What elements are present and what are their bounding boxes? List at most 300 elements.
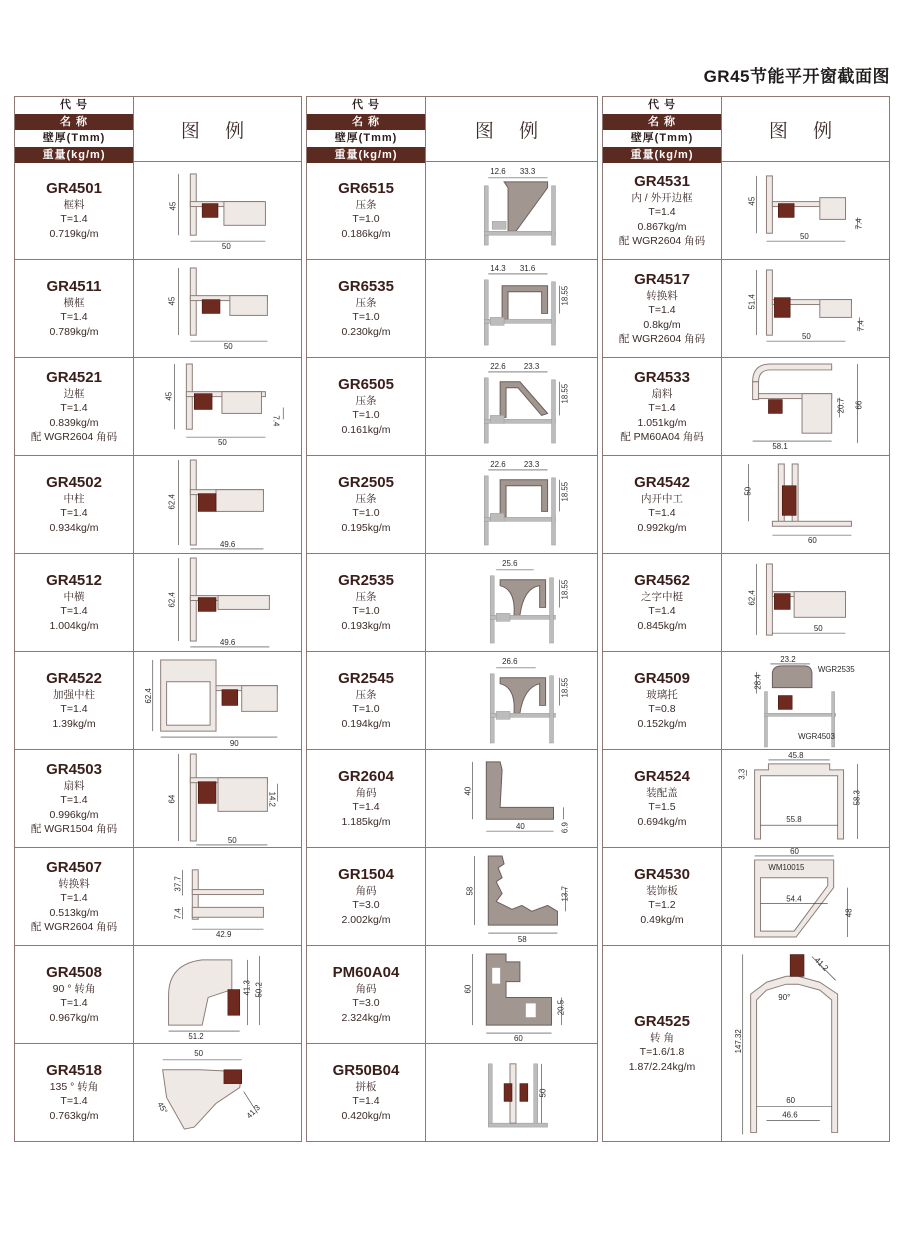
profile-name: 玻璃托: [646, 688, 678, 701]
profile-thickness: T=1.0: [352, 507, 380, 520]
profile-name: 90 ° 转角: [52, 982, 96, 995]
page-title: GR45节能平开窗截面图: [703, 67, 890, 86]
profile-drawing: [425, 1044, 597, 1141]
profile-drawing: [425, 260, 597, 357]
profile-code: GR4507: [46, 858, 102, 876]
profile-weight: 1.185kg/m: [341, 815, 391, 828]
catalog-column-3: [602, 96, 890, 1152]
profile-drawing: [721, 260, 889, 357]
profile-cell: [602, 456, 890, 554]
profile-thickness: T=1.0: [352, 213, 380, 226]
profile-info: [603, 750, 722, 847]
profile-thickness: T=1.4: [60, 402, 88, 414]
profile-weight: 0.789kg/m: [49, 325, 99, 338]
profile-thickness: T=1.4: [60, 997, 88, 1010]
profile-drawing: [425, 946, 597, 1043]
dimension-label: 18.55: [560, 285, 570, 306]
profile-code: GR6505: [338, 375, 394, 393]
profile-code: GR2505: [338, 473, 394, 491]
weight-label: 重量(kg/m): [15, 147, 133, 163]
profile-note: 配 PM60A04 角码: [620, 431, 704, 443]
wall-thickness-label: 壁厚(Tmm): [15, 130, 133, 146]
profile-cell: [14, 946, 302, 1044]
profile-name: 拼板: [355, 1080, 377, 1093]
profile-thickness: T=0.8: [648, 703, 676, 716]
profile-drawing: [721, 358, 889, 455]
dimension-label: 60: [807, 536, 817, 546]
dimension-label: 22.6: [490, 459, 506, 469]
profile-name: 角码: [355, 982, 377, 995]
profile-info: [15, 554, 134, 651]
profile-name: 角码: [355, 884, 377, 897]
profile-code: GR4531: [634, 172, 690, 190]
profile-weight: 0.996kg/m: [49, 808, 99, 821]
profile-thickness: T=1.4: [648, 206, 676, 218]
profile-note: 配 WGR2604 角码: [30, 431, 118, 443]
column-header: [602, 96, 890, 162]
name-label: 名 称: [603, 114, 721, 130]
profile-name: 压条: [355, 394, 377, 407]
dimension-label: 66: [854, 400, 864, 410]
dimension-label: 18.55: [560, 481, 570, 502]
profile-name: 扇料: [651, 387, 673, 400]
dimension-label: 23.2: [780, 654, 796, 664]
profile-weight: 0.420kg/m: [341, 1109, 391, 1122]
profile-drawing: [425, 554, 597, 651]
dimension-label: 50: [802, 332, 811, 342]
profile-name: 压条: [355, 492, 377, 505]
profile-name: 装配盖: [646, 786, 678, 799]
profile-info: [15, 162, 134, 259]
dimension-label: 60: [790, 848, 799, 857]
profile-info: [603, 162, 722, 259]
dimension-label: 49.6: [219, 637, 236, 647]
profile-thickness: T=1.4: [648, 605, 676, 618]
profile-thickness: T=1.4: [60, 213, 88, 226]
profile-info: [307, 750, 426, 847]
profile-drawing: [721, 162, 889, 259]
dimension-label: 3.3: [737, 768, 747, 780]
name-label: 名 称: [15, 114, 133, 130]
dimension-label: 50: [800, 232, 809, 242]
profile-cell: [306, 456, 598, 554]
dimension-label: 18.55: [560, 383, 570, 404]
profile-code: GR6515: [338, 179, 394, 197]
profile-cell: [14, 652, 302, 750]
profile-name: 内 / 外开边框: [631, 191, 693, 204]
profile-code: GR4562: [634, 571, 690, 589]
dimension-label: 62.4: [747, 590, 757, 606]
profile-weight: 0.193kg/m: [341, 619, 391, 632]
dimension-label: 45: [164, 391, 174, 401]
profile-thickness: T=1.4: [352, 1095, 380, 1108]
dimension-label: 45°: [155, 1100, 170, 1116]
profile-drawing: [721, 750, 889, 847]
profile-code: GR2545: [338, 669, 394, 687]
profile-name: 装饰板: [646, 884, 678, 897]
profile-code: GR4511: [46, 277, 102, 295]
dimension-label: 50: [227, 835, 237, 845]
profile-thickness: T=1.0: [352, 311, 380, 324]
profile-info: [15, 848, 134, 945]
profile-weight: 0.839kg/m: [49, 416, 99, 429]
profile-drawing: [133, 358, 301, 455]
dimension-label: 7.4: [271, 415, 281, 427]
profile-info: [307, 358, 426, 455]
profile-code: GR4508: [46, 963, 102, 981]
dimension-label: 51.2: [188, 1031, 204, 1041]
profile-note: 配 WGR2604 角码: [618, 235, 706, 247]
profile-weight: 0.867kg/m: [637, 220, 687, 233]
profile-weight: 2.002kg/m: [341, 913, 391, 926]
dimension-label: 23.3: [523, 459, 540, 469]
profile-thickness: T=1.4: [60, 507, 88, 520]
dimension-label: 26.6: [502, 656, 518, 666]
code-label: 代 号: [15, 97, 133, 113]
profile-cell: [14, 1044, 302, 1142]
profile-thickness: T=1.4: [352, 801, 380, 814]
dimension-label: 62.4: [167, 592, 177, 608]
profile-cell: [306, 750, 598, 848]
profile-code: GR4521: [46, 368, 102, 386]
profile-info: [15, 358, 134, 455]
profile-weight: 0.230kg/m: [341, 325, 391, 338]
dimension-label: 45.8: [788, 750, 804, 760]
column-header: [306, 96, 598, 162]
dimension-label: 22.6: [490, 361, 506, 371]
profile-cell: [14, 162, 302, 260]
dimension-label: 55.8: [786, 815, 802, 825]
dimension-label: 50: [217, 438, 227, 448]
profile-info: [603, 358, 722, 455]
dimension-label: 7.4: [173, 908, 183, 920]
profile-weight: 0.763kg/m: [49, 1109, 99, 1122]
profile-name: 压条: [355, 688, 377, 701]
profile-weight: 0.967kg/m: [49, 1011, 99, 1024]
dimension-label: 50: [813, 624, 823, 634]
dimension-label: 23.3: [523, 361, 540, 371]
profile-drawing: [721, 946, 889, 1141]
dimension-label: 14.2: [267, 791, 277, 807]
profile-code: GR4509: [634, 669, 690, 687]
dimension-label: 40: [463, 786, 473, 796]
dimension-label: 46.6: [782, 1110, 798, 1120]
profile-thickness: T=1.4: [60, 892, 88, 904]
profile-code: GR4517: [634, 270, 690, 288]
profile-note: 配 WGR2604 角码: [618, 333, 706, 345]
profile-code: GR4524: [634, 767, 690, 785]
profile-thickness: T=1.5: [648, 801, 676, 814]
catalog-column-2: [306, 96, 598, 1152]
profile-code: GR4533: [634, 368, 690, 386]
profile-cell: [14, 750, 302, 848]
dimension-label: 50: [223, 342, 233, 352]
profile-drawing: [133, 260, 301, 357]
dimension-label: 64: [167, 794, 177, 804]
profile-thickness: T=3.0: [352, 899, 380, 912]
profile-code: GR4522: [46, 669, 102, 687]
dimension-label: 25.6: [502, 558, 518, 568]
profile-name: 角码: [355, 786, 377, 799]
catalog-column-1: [14, 96, 302, 1152]
profile-info: [603, 946, 722, 1141]
legend-label: 图 例: [425, 97, 597, 161]
profile-drawing: [133, 946, 301, 1043]
profile-cell: [14, 456, 302, 554]
profile-cell: [306, 652, 598, 750]
dimension-label: 7.4: [856, 320, 866, 332]
profile-name: 加强中柱: [53, 688, 95, 701]
profile-cell: [602, 946, 890, 1142]
profile-code: GR4512: [46, 571, 102, 589]
profile-name: 135 ° 转角: [49, 1080, 99, 1093]
profile-thickness: T=1.6/1.8: [639, 1046, 685, 1059]
dimension-label: 18.55: [560, 579, 570, 600]
profile-drawing: [425, 750, 597, 847]
profile-drawing: [721, 652, 889, 749]
profile-weight: 0.8kg/m: [643, 318, 681, 331]
profile-code: GR4525: [634, 1012, 690, 1030]
dimension-label: 51.4: [747, 294, 757, 310]
profile-cell: [306, 1044, 598, 1142]
profile-info: [15, 946, 134, 1043]
profile-code: PM60A04: [332, 963, 400, 981]
profile-note: 配 WGR2604 角码: [30, 921, 118, 933]
profile-info: [603, 260, 722, 357]
profile-cell: [602, 848, 890, 946]
profile-cell: [306, 260, 598, 358]
dimension-label: 20.5: [556, 999, 566, 1016]
profile-weight: 1.39kg/m: [52, 717, 96, 730]
dimension-label: 50: [538, 1088, 548, 1098]
profile-name: 压条: [355, 198, 377, 211]
profile-info: [603, 456, 722, 553]
profile-weight: 0.194kg/m: [341, 717, 391, 730]
profile-name: 压条: [355, 590, 377, 603]
profile-info: [307, 848, 426, 945]
profile-cell: [306, 162, 598, 260]
profile-thickness: T=1.0: [352, 703, 380, 716]
profile-weight: 0.152kg/m: [637, 717, 687, 730]
code-label: 代 号: [307, 97, 425, 113]
profile-drawing: [133, 554, 301, 651]
profile-info: [603, 652, 722, 749]
dimension-label: WM10015: [768, 862, 805, 872]
dimension-label: 58.1: [772, 441, 788, 451]
profile-code: GR4501: [46, 179, 102, 197]
profile-cell: [14, 260, 302, 358]
profile-cell: [602, 652, 890, 750]
profile-cell: [306, 554, 598, 652]
profile-name: 扇料: [63, 779, 85, 792]
profile-weight: 0.934kg/m: [49, 521, 99, 534]
profile-drawing: [133, 162, 301, 259]
profile-cell: [602, 750, 890, 848]
dimension-label: 6.9: [560, 822, 570, 834]
dimension-label: 60: [786, 1095, 796, 1105]
dimension-label: 50.2: [254, 982, 264, 998]
dimension-label: 41.3: [242, 980, 252, 996]
profile-drawing: [425, 456, 597, 553]
profile-code: GR4502: [46, 473, 102, 491]
profile-cell: [306, 946, 598, 1044]
dimension-label: 50: [743, 486, 753, 496]
profile-drawing: [133, 456, 301, 553]
profile-thickness: T=1.2: [648, 899, 676, 912]
dimension-label: 45: [747, 196, 757, 206]
profile-thickness: T=1.4: [60, 1095, 88, 1108]
profile-name: 边框: [63, 387, 85, 400]
profile-cell: [602, 358, 890, 456]
weight-label: 重量(kg/m): [603, 147, 721, 163]
profile-drawing: [425, 162, 597, 259]
header-labels: [307, 97, 425, 161]
profile-code: GR4542: [634, 473, 690, 491]
profile-info: [15, 260, 134, 357]
profile-cell: [14, 554, 302, 652]
profile-weight: 0.992kg/m: [637, 521, 687, 534]
dimension-label: 12.6: [490, 166, 506, 176]
dimension-label: 90: [229, 738, 239, 748]
profile-drawing: [133, 652, 301, 749]
profile-cell: [306, 358, 598, 456]
dimension-label: 58: [517, 934, 527, 944]
profile-info: [307, 1044, 426, 1141]
dimension-label: 41.3: [244, 1103, 262, 1121]
profile-cell: [602, 260, 890, 358]
dimension-label: 41.2: [812, 955, 831, 973]
profile-code: GR50B04: [332, 1061, 400, 1079]
dimension-label: 49.6: [219, 539, 236, 549]
profile-info: [307, 554, 426, 651]
profile-name: 内开中工: [641, 492, 683, 505]
profile-info: [15, 456, 134, 553]
profile-drawing: [133, 848, 301, 945]
legend-label: 图 例: [721, 97, 889, 161]
profile-weight: 0.186kg/m: [341, 227, 391, 240]
profile-code: GR2535: [338, 571, 394, 589]
profile-weight: 0.513kg/m: [49, 906, 99, 919]
profile-weight: 0.161kg/m: [341, 423, 391, 436]
dimension-label: 40: [515, 822, 525, 832]
profile-thickness: T=3.0: [352, 997, 380, 1010]
profile-name: 转换料: [58, 877, 90, 890]
profile-info: [603, 848, 722, 945]
dimension-label: 31.6: [519, 263, 536, 273]
dimension-label: 14.3: [490, 263, 506, 273]
dimension-label: 54.4: [786, 894, 802, 904]
legend-label: 图 例: [133, 97, 301, 161]
profile-name: 中横: [63, 590, 85, 603]
dimension-label: 60: [513, 1033, 523, 1043]
dimension-label: WGR4503: [798, 732, 835, 742]
dimension-label: 50: [194, 1048, 204, 1058]
profile-code: GR6535: [338, 277, 394, 295]
code-label: 代 号: [603, 97, 721, 113]
profile-code: GR4518: [46, 1061, 102, 1079]
profile-drawing: [425, 358, 597, 455]
dimension-label: 33.3: [519, 166, 536, 176]
profile-thickness: T=1.4: [60, 605, 88, 618]
dimension-label: 45: [167, 296, 177, 306]
profile-thickness: T=1.0: [352, 409, 380, 422]
profile-weight: 1.051kg/m: [637, 416, 687, 429]
profile-cell: [14, 358, 302, 456]
dimension-label: WGR2535: [817, 664, 855, 674]
profile-drawing: [133, 1044, 301, 1141]
profile-note: 配 WGR1504 角码: [30, 823, 118, 835]
profile-drawing: [425, 848, 597, 945]
profile-code: GR2604: [338, 767, 394, 785]
profile-name: 转 角: [650, 1031, 674, 1044]
dimension-label: 18.55: [560, 677, 570, 698]
profile-code: GR1504: [338, 865, 394, 883]
profile-name: 中柱: [63, 492, 85, 505]
profile-info: [15, 1044, 134, 1141]
dimension-label: 58: [465, 886, 475, 896]
profile-name: 压条: [355, 296, 377, 309]
profile-code: GR4530: [634, 865, 690, 883]
dimension-label: 50: [221, 242, 231, 252]
profile-drawing: [721, 456, 889, 553]
dimension-label: 90°: [778, 993, 791, 1003]
profile-thickness: T=1.4: [648, 507, 676, 520]
profile-weight: 1.87/2.24kg/m: [628, 1060, 696, 1073]
profile-drawing: [133, 750, 301, 847]
profile-info: [307, 162, 426, 259]
dimension-label: 7.4: [854, 218, 864, 230]
profile-weight: 0.49kg/m: [640, 913, 684, 926]
profile-info: [603, 554, 722, 651]
profile-cell: [602, 554, 890, 652]
header-labels: [603, 97, 721, 161]
profile-thickness: T=1.4: [648, 402, 676, 414]
dimension-label: 28.4: [753, 674, 763, 690]
profile-weight: 1.004kg/m: [49, 619, 99, 632]
profile-code: GR4503: [46, 760, 102, 778]
profile-name: 转换料: [646, 289, 678, 302]
profile-cell: [602, 162, 890, 260]
profile-thickness: T=1.4: [60, 311, 88, 324]
profile-info: [307, 456, 426, 553]
profile-info: [307, 946, 426, 1043]
profile-cell: [306, 848, 598, 946]
profile-drawing: [425, 652, 597, 749]
profile-info: [307, 260, 426, 357]
profile-drawing: [721, 848, 889, 945]
wall-thickness-label: 壁厚(Tmm): [307, 130, 425, 146]
profile-thickness: T=1.4: [60, 794, 88, 806]
name-label: 名 称: [307, 114, 425, 130]
profile-name: 框料: [63, 198, 85, 211]
profile-drawing: [721, 554, 889, 651]
profile-thickness: T=1.4: [60, 703, 88, 716]
dimension-label: 20.7: [836, 398, 846, 414]
wall-thickness-label: 壁厚(Tmm): [603, 130, 721, 146]
profile-weight: 0.845kg/m: [637, 619, 687, 632]
profile-cell: [14, 848, 302, 946]
dimension-label: 60: [463, 984, 473, 994]
dimension-label: 58.3: [852, 790, 862, 806]
profile-thickness: T=1.4: [648, 304, 676, 316]
dimension-label: 62.4: [167, 494, 177, 510]
profile-weight: 0.694kg/m: [637, 815, 687, 828]
dimension-label: 45: [168, 201, 178, 211]
profile-info: [307, 652, 426, 749]
profile-weight: 0.195kg/m: [341, 521, 391, 534]
profile-info: [15, 750, 134, 847]
dimension-label: 37.7: [173, 876, 183, 892]
